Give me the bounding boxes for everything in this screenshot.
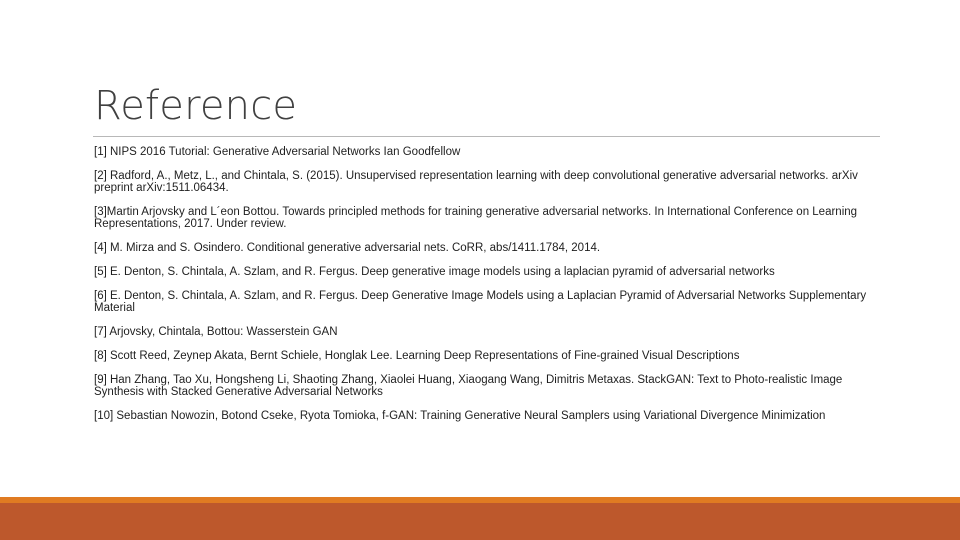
- reference-item-9: [9] Han Zhang, Tao Xu, Hongsheng Li, Shaoting Zhang, Xiaolei Huang, Xiaogang Wang, Dimitris Metaxas. StackGAN: Text to Photo-realistic Image Synthesis with Stacked Generative Adversarial Networks: [94, 374, 843, 398]
- reference-list: [94, 146, 884, 434]
- footer-bar: [0, 503, 960, 540]
- slide-title: Reference: [94, 83, 298, 129]
- reference-item-5: [5] E. Denton, S. Chintala, A. Szlam, and R. Fergus. Deep generative image models using a laplacian pyramid of adversarial networks: [94, 266, 775, 278]
- title-divider: [93, 136, 880, 137]
- reference-item-8: [8] Scott Reed, Zeynep Akata, Bernt Schiele, Honglak Lee. Learning Deep Representations of Fine-grained Visual Descriptions: [94, 350, 740, 362]
- reference-item-3: [3]Martin Arjovsky and L´eon Bottou. Towards principled methods for training generative adversarial networks. In International Conference on Learning Representations, 2017. Under review.: [94, 206, 858, 230]
- reference-item-7: [7] Arjovsky, Chintala, Bottou: Wasserstein GAN: [94, 326, 338, 338]
- reference-item-10: [10] Sebastian Nowozin, Botond Cseke, Ryota Tomioka, f-GAN: Training Generative Neural Samplers using Variational Divergence Minimization: [94, 410, 826, 422]
- reference-item-6: [6] E. Denton, S. Chintala, A. Szlam, and R. Fergus. Deep Generative Image Models using a Laplacian Pyramid of Adversarial Networks Supplementary Material: [94, 290, 867, 314]
- reference-item-4: [4] M. Mirza and S. Osindero. Conditional generative adversarial nets. CoRR, abs/1411.1784, 2014.: [94, 242, 601, 254]
- reference-item-1: [1] NIPS 2016 Tutorial: Generative Adversarial Networks Ian Goodfellow: [94, 146, 461, 158]
- reference-item-2: [2] Radford, A., Metz, L., and Chintala, S. (2015). Unsupervised representation learning with deep convolutional generative adversarial networks. arXiv preprint arXiv:1511.06434.: [94, 170, 858, 194]
